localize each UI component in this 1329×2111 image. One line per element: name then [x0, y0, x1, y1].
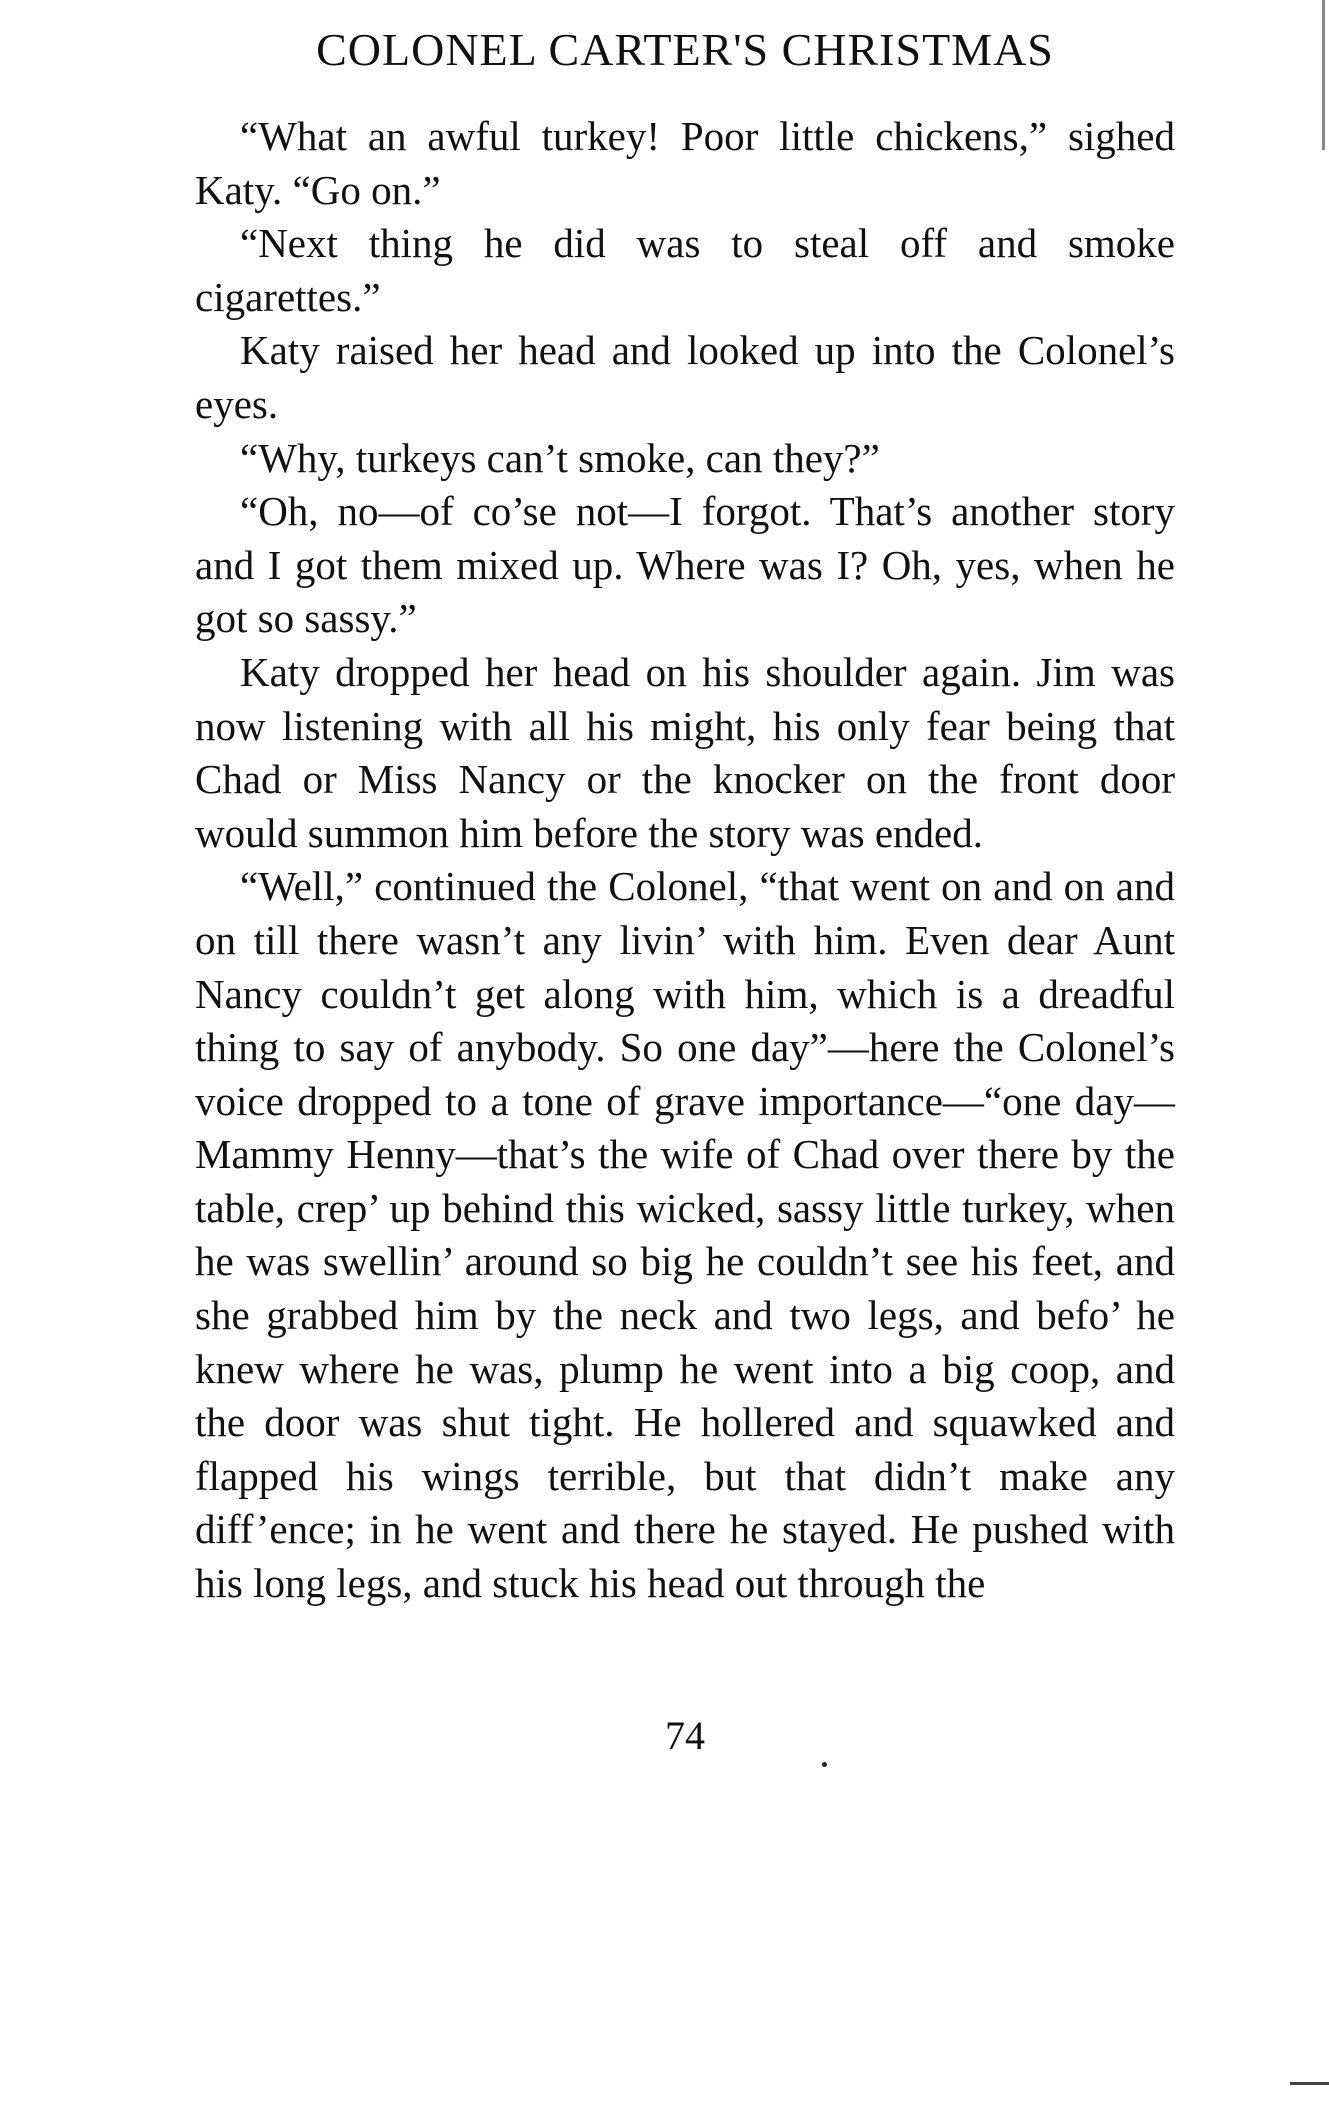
body-text	[195, 110, 1175, 1611]
paragraph: “Well,” continued the Colonel, “that went on and on and on till there wasn’t any livin’ with him. Even dear Aunt Nancy couldn’t get along with him, which is a dreadful thing to say of anybody. So one day”—here the Colonel’s voice dropped to a tone of grave importance—“one day—Mammy Henny—that’s the wife of Chad over there by the table, crep’ up behind this wicked, sassy little turkey, when he was swellin’ around so big he couldn’t see his feet, and she grabbed him by the neck and two legs, and befo’ he knew where he was, plump he went into a big coop, and the door was shut tight. He hollered and squawked and flapped his wings terrible, but that didn’t make any diff’ence; in he went and there he stayed. He pushed with his long legs, and stuck his head out through the	[195, 863, 1175, 1607]
paragraph: “Why, turkeys can’t smoke, can they?”	[240, 434, 880, 481]
scan-edge-mark	[1322, 0, 1325, 150]
page-number: 74	[665, 1713, 705, 1758]
paragraph: “Oh, no—of co’se not—I forgot. That’s another story and I got them mixed up. Where was I? Oh, yes, when he got so sassy.”	[195, 488, 1175, 642]
ink-speck	[822, 1762, 827, 1767]
scan-edge-mark	[1290, 2082, 1329, 2085]
paragraph: “Next thing he did was to steal off and smoke cigarettes.”	[195, 220, 1175, 320]
paragraph: Katy dropped her head on his shoulder again. Jim was now listening with all his might, his only fear being that Chad or Miss Nancy or the knocker on the front door would summon him before the story was ended.	[195, 648, 1175, 856]
paragraph: Katy raised her head and looked up into the Colonel’s eyes.	[195, 327, 1175, 427]
paragraph: “What an awful turkey! Poor little chickens,” sighed Katy. “Go on.”	[195, 113, 1175, 213]
running-head: COLONEL CARTER'S CHRISTMAS	[316, 24, 1054, 75]
